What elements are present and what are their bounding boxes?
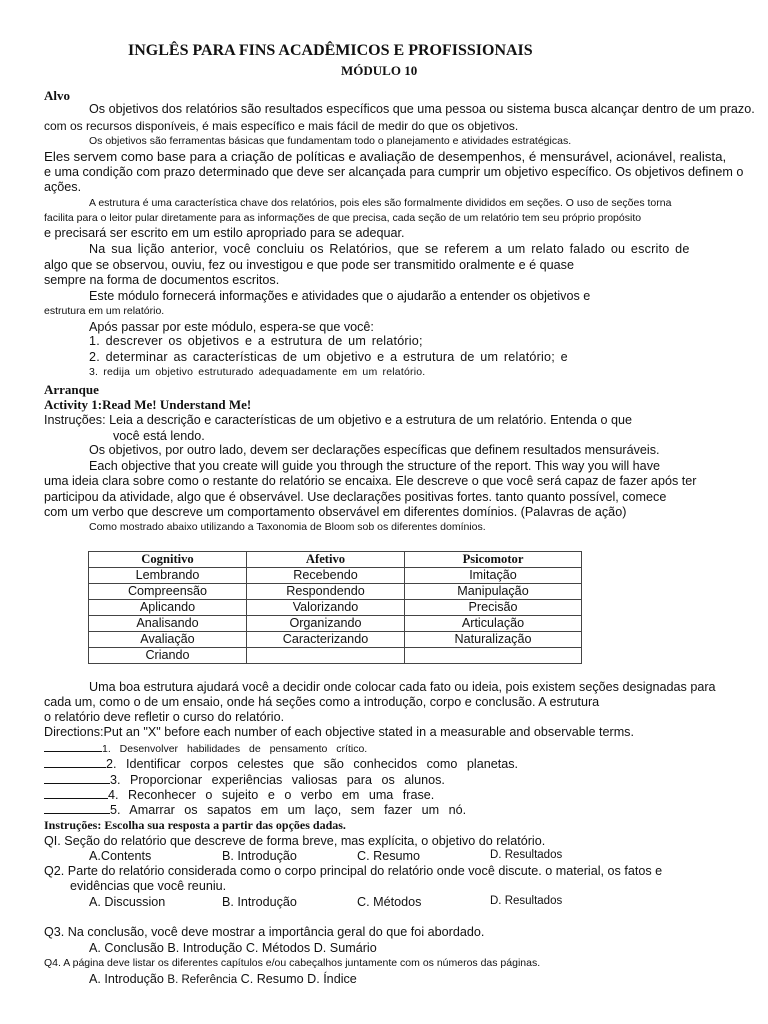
question-2-cont: evidências que você reuniu. <box>70 879 227 893</box>
objective-item <box>44 787 434 803</box>
question-3: Q3. Na conclusão, você deve mostrar a importância geral do que foi abordado. <box>44 925 485 939</box>
question-4: Q4. A página deve listar os diferentes capítulos e/ou cabeçalhos juntamente com os números das páginas. <box>44 957 541 969</box>
paragraph-line: sempre na forma de documentos escritos. <box>44 273 280 287</box>
q4-option-b[interactable]: B. Referência <box>167 974 238 986</box>
paragraph-line: Os objetivos dos relatórios são resultados específicos que uma pessoa ou sistema busca alcançar dentro de um prazo. <box>89 102 755 116</box>
table-row <box>89 568 582 584</box>
column-header: Cognitivo <box>89 552 247 568</box>
objective-item <box>44 756 518 772</box>
module-label: MÓDULO 10 <box>341 63 418 78</box>
column-header: Psicomotor <box>405 552 582 568</box>
table-cell <box>405 648 582 664</box>
q2-option-a[interactable]: A. Discussion <box>89 895 166 909</box>
paragraph-line: com os recursos disponíveis, é mais específico e mais fácil de medir do que os objetivos. <box>44 119 519 133</box>
goal-item: 3. redija um objetivo estruturado adequadamente em um relatório. <box>89 366 426 378</box>
q1-option-c[interactable]: C. Resumo <box>357 849 420 863</box>
instructions-line: você está lendo. <box>113 429 205 443</box>
q1-option-b[interactable]: B. Introdução <box>222 849 297 863</box>
table-row <box>89 584 582 600</box>
table-cell: Manipulação <box>405 584 582 600</box>
table-header-row <box>89 552 582 568</box>
table-row <box>89 600 582 616</box>
section-heading-alvo: Alvo <box>44 88 70 103</box>
table-cell: Caracterizando <box>247 632 405 648</box>
paragraph-line: Este módulo fornecerá informações e atividades que o ajudarão a entender os objetivos e <box>89 289 591 303</box>
table-cell: Compreensão <box>89 584 247 600</box>
objective-text: 2. Identificar corpos celestes que são conhecidos como planetas. <box>106 757 519 771</box>
table-cell: Avaliação <box>89 632 247 648</box>
question-2: Q2. Parte do relatório considerada como o corpo principal do relatório onde você discute. o material, os fatos e <box>44 864 663 878</box>
paragraph-line: Os objetivos, por outro lado, devem ser declarações específicas que definem resultados mensuráveis. <box>89 443 660 457</box>
document-title: INGLÊS PARA FINS ACADÊMICOS E PROFISSIONAIS <box>128 42 533 59</box>
answer-blank[interactable] <box>44 756 106 768</box>
table-row <box>89 648 582 664</box>
table-cell: Lembrando <box>89 568 247 584</box>
q1-option-d[interactable]: D. Resultados <box>490 849 563 861</box>
q4-options[interactable] <box>89 972 357 988</box>
q2-option-c[interactable]: C. Métodos <box>357 895 422 909</box>
paragraph-line: e uma condição com prazo determinado que deve ser alcançada para cumprir um objetivo específico. Os objetivos definem o <box>44 165 744 179</box>
paragraph-line: Na sua lição anterior, você concluiu os Relatórios, que se referem a um relato falado ou escrito de <box>89 242 690 256</box>
paragraph-line: cada um, como o de um ensaio, onde há seções como a introdução, corpo e conclusão. A estrutura <box>44 695 600 709</box>
table-cell <box>247 648 405 664</box>
directions-line: Directions:Put an "X" before each number of each objective stated in a measurable and observable terms. <box>44 725 634 739</box>
paragraph-line: e precisará ser escrito em um estilo apropriado para se adequar. <box>44 226 405 240</box>
paragraph-line: ações. <box>44 180 82 194</box>
paragraph-line: participou da atividade, algo que é observável. Use declarações positivas fortes. tanto quanto possível, comece <box>44 490 667 504</box>
paragraph-line: Após passar por este módulo, espera-se que você: <box>89 320 374 334</box>
table-cell: Valorizando <box>247 600 405 616</box>
question-1: QI. Seção do relatório que descreve de forma breve, mas explícita, o objetivo do relatório. <box>44 834 546 848</box>
answer-blank[interactable] <box>44 772 110 784</box>
q1-option-a[interactable]: A.Contents <box>89 849 152 863</box>
answer-blank[interactable] <box>44 740 102 752</box>
table-cell: Respondendo <box>247 584 405 600</box>
paragraph-line: facilita para o leitor pular diretamente para as informações de que precisa, cada seção de um relatório tem seu próprio propósito <box>44 212 642 224</box>
table-row <box>89 632 582 648</box>
paragraph-line: Eles servem como base para a criação de políticas e avaliação de desempenhos, é mensurável, acionável, realista, <box>44 149 727 164</box>
bloom-taxonomy-table <box>88 551 582 664</box>
answer-blank[interactable] <box>44 787 108 799</box>
q2-option-d[interactable]: D. Resultados <box>490 895 563 907</box>
activity-title: Activity 1:Read Me! Understand Me! <box>44 397 252 412</box>
table-row <box>89 616 582 632</box>
paragraph-line: Uma boa estrutura ajudará você a decidir onde colocar cada fato ou ideia, pois existem seções designadas para <box>89 680 716 694</box>
paragraph-line: A estrutura é uma característica chave dos relatórios, pois eles são formalmente divididos em seções. O uso de seções torna <box>89 197 672 209</box>
paragraph-line: com um verbo que descreve um comportamento observável em diferentes domínios. (Palavras de ação) <box>44 505 627 519</box>
quiz-instructions: Instruções: Escolha sua resposta a partir das opções dadas. <box>44 818 346 832</box>
section-heading-arranque: Arranque <box>44 382 99 397</box>
objective-text: 1. Desenvolver habilidades de pensamento crítico. <box>102 743 368 755</box>
objective-text: 3. Proporcionar experiências valiosas para os alunos. <box>110 773 445 787</box>
table-cell: Precisão <box>405 600 582 616</box>
table-cell: Naturalização <box>405 632 582 648</box>
objective-item <box>44 802 466 818</box>
goal-item: 1. descrever os objetivos e a estrutura de um relatório; <box>89 334 423 348</box>
paragraph-line: Each objective that you create will guide you through the structure of the report. This way you will have <box>89 459 660 473</box>
q2-option-b[interactable]: B. Introdução <box>222 895 297 909</box>
paragraph-line: algo que se observou, ouviu, fez ou investigou e que pode ser transmitido oralmente e é quase <box>44 258 574 272</box>
table-cell: Articulação <box>405 616 582 632</box>
instructions-line: Instruções: Leia a descrição e características de um objetivo e a estrutura de um relatório. Entenda o que <box>44 413 633 427</box>
objective-text: 4. Reconhecer o sujeito e o verbo em uma frase. <box>108 788 435 802</box>
q4-option-cd[interactable]: C. Resumo D. Índice <box>240 972 357 986</box>
table-cell: Imitação <box>405 568 582 584</box>
column-header: Afetivo <box>247 552 405 568</box>
q4-option-a[interactable]: A. Introdução <box>89 972 164 986</box>
table-cell: Criando <box>89 648 247 664</box>
objective-item <box>44 772 445 788</box>
paragraph-line: uma ideia clara sobre como o restante do relatório se encaixa. Ele descreve o que você será capaz de fazer após ter <box>44 474 697 488</box>
objective-item <box>44 740 367 757</box>
table-cell: Aplicando <box>89 600 247 616</box>
answer-blank[interactable] <box>44 802 110 814</box>
paragraph-line: Os objetivos são ferramentas básicas que fundamentam todo o planejamento e atividades estratégicas. <box>89 135 572 147</box>
q3-options[interactable]: A. Conclusão B. Introdução C. Métodos D. Sumário <box>89 941 377 955</box>
paragraph-line: estrutura em um relatório. <box>44 305 165 317</box>
table-cell: Organizando <box>247 616 405 632</box>
paragraph-line: o relatório deve refletir o curso do relatório. <box>44 710 285 724</box>
paragraph-line: Como mostrado abaixo utilizando a Taxonomia de Bloom sob os diferentes domínios. <box>89 521 486 533</box>
table-cell: Analisando <box>89 616 247 632</box>
objective-text: 5. Amarrar os sapatos em um laço, sem fazer um nó. <box>110 803 467 817</box>
table-cell: Recebendo <box>247 568 405 584</box>
goal-item: 2. determinar as características de um objetivo e a estrutura de um relatório; e <box>89 350 568 364</box>
